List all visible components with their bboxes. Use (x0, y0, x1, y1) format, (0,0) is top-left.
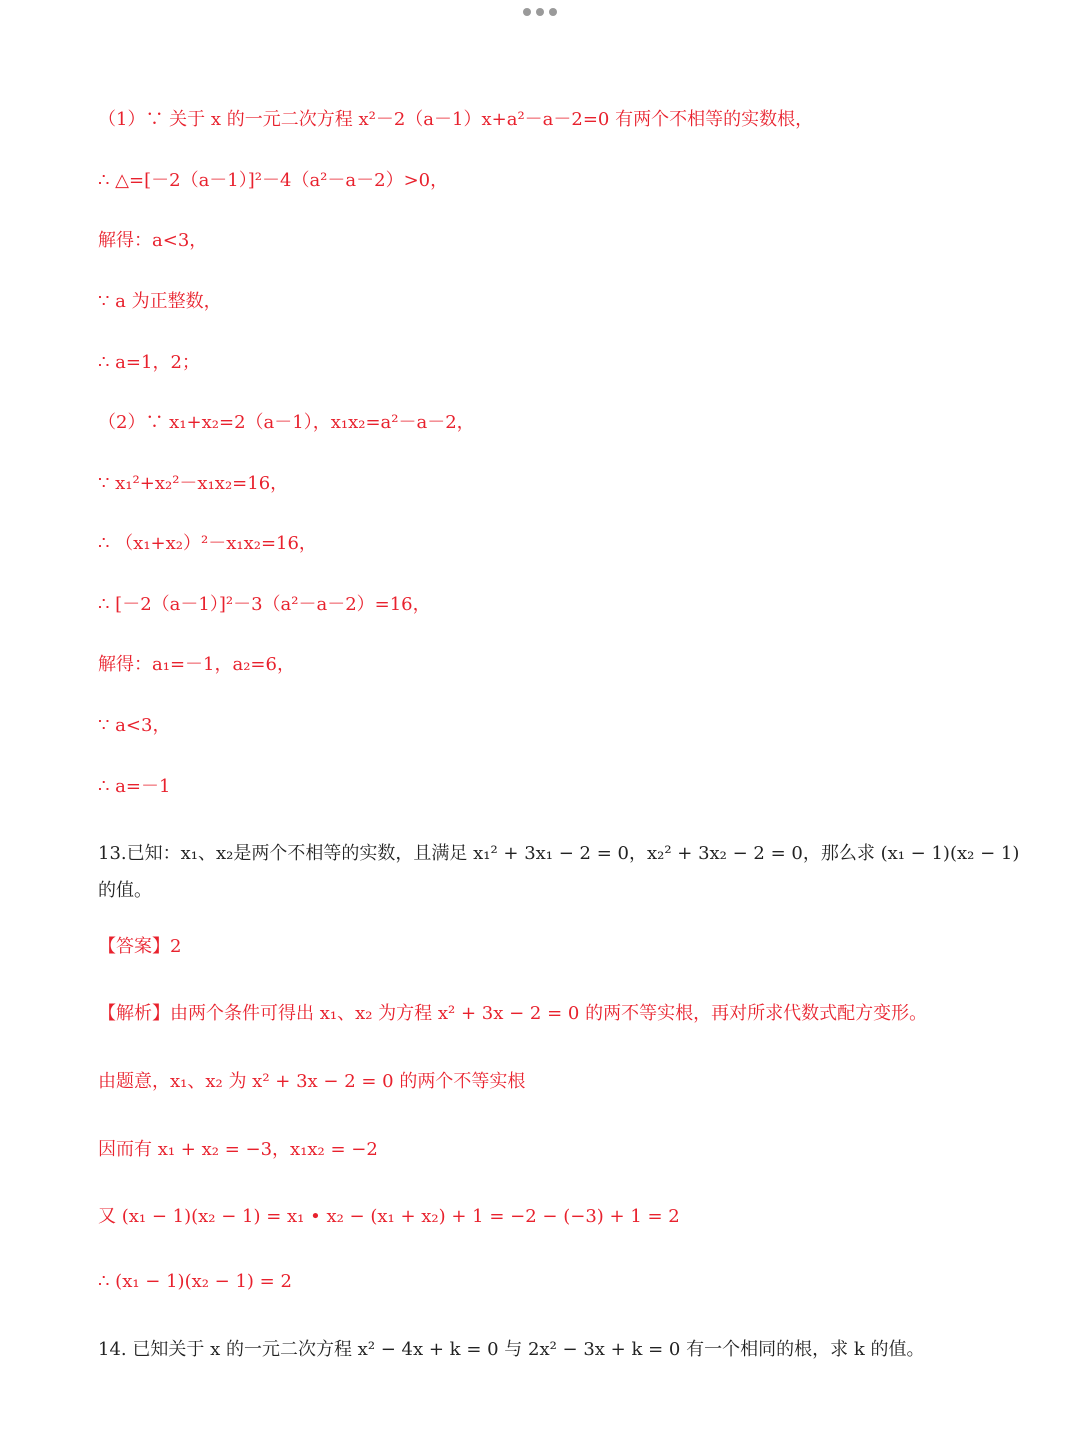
dot (523, 8, 531, 16)
solution-line: ∵ x₁²+x₂²－x₁x₂=16， (98, 473, 289, 494)
question-13-line2: 的值。 (98, 880, 152, 901)
analysis-13: 【解析】由两个条件可得出 x₁、x₂ 为方程 x² + 3x − 2 = 0 的两不等实根，再对所求代数式配方变形。 (98, 1003, 928, 1024)
answer-13: 【答案】2 (98, 936, 182, 957)
solution-line: （1）∵ 关于 x 的一元二次方程 x²－2（a－1）x+a²－a－2=0 有两个不相等的实数根， (98, 109, 814, 130)
dot (536, 8, 544, 16)
more-dots-icon[interactable] (523, 6, 557, 18)
solution-line: 解得：a<3， (98, 230, 208, 251)
solution-line: ∵ a<3， (98, 715, 171, 736)
solution-line: （2）∵ x₁+x₂=2（a－1），x₁x₂=a²－a－2， (98, 412, 475, 433)
solution-line: ∴ [－2（a－1）]²－3（a²－a－2）=16， (98, 594, 431, 615)
solution-line: ∵ a 为正整数， (98, 291, 222, 312)
question-13-line1: 13.已知：x₁、x₂是两个不相等的实数，且满足 x₁² + 3x₁ − 2 = 0，x₂² + 3x₂ − 2 = 0，那么求 (x₁ − 1)(x₂ − 1) (98, 843, 1020, 864)
step-line: 由题意，x₁、x₂ 为 x² + 3x − 2 = 0 的两个不等实根 (98, 1071, 526, 1092)
dot (549, 8, 557, 16)
solution-line: ∴ a=－1 (98, 776, 171, 797)
question-14: 14. 已知关于 x 的一元二次方程 x² − 4x + k = 0 与 2x² − 3x + k = 0 有一个相同的根，求 k 的值。 (98, 1339, 925, 1360)
solution-line: ∴ △=[－2（a－1）]²－4（a²－a－2）>0， (98, 170, 449, 191)
solution-line: ∴ a=1，2； (98, 352, 200, 373)
solution-line: ∴ （x₁+x₂）²－x₁x₂=16， (98, 533, 317, 554)
step-line: 因而有 x₁ + x₂ = −3，x₁x₂ = −2 (98, 1139, 378, 1160)
step-line: 又 (x₁ − 1)(x₂ − 1) = x₁ • x₂ − (x₁ + x₂) + 1 = −2 − (−3) + 1 = 2 (98, 1206, 680, 1227)
solution-line: 解得：a₁=－1，a₂=6， (98, 654, 295, 675)
step-line: ∴ (x₁ − 1)(x₂ − 1) = 2 (98, 1271, 292, 1292)
